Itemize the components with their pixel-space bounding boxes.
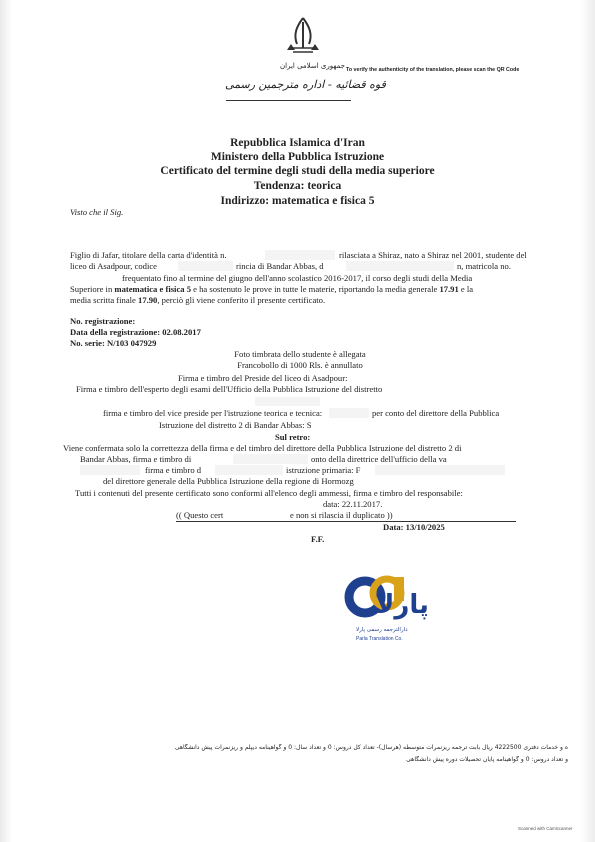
registration-serial: No. serie: N/103 047929 (70, 338, 157, 348)
redaction (375, 465, 505, 475)
retro-line-7b: e non si rilascia il duplicato )) (290, 510, 393, 520)
redaction (346, 261, 454, 271)
retro-heading: Sul retro: (275, 432, 311, 442)
note-preside: Firma e timbro del Preside del liceo di Asadpour: (178, 373, 348, 383)
body-line-2a: liceo di Asadpour, codice (70, 261, 157, 271)
retro-line-3a: firma e timbro d (145, 465, 202, 475)
redaction (178, 261, 233, 271)
redaction (255, 397, 320, 406)
redaction (329, 408, 369, 418)
body-line-1a: Figlio di Jafar, titolare della carta d'identità n. (70, 250, 227, 260)
logo-en: Parla Translation Co. (356, 636, 403, 642)
retro-line-2a: Bandar Abbas, firma e timbro di (80, 454, 192, 464)
retro-line-2b: onto della direttrice dell'ufficio della va (311, 454, 447, 464)
logo-fa: پارلا (375, 590, 429, 620)
body-line-4: Superiore in matematica e fisica 5 e ha sostenuto le prove in tutte le materie, riportando la media generale 17.91 e la (70, 284, 474, 294)
translation-date: Data: 13/10/2025 (383, 522, 445, 532)
scanner-watermark: Scanned with CamScanner (518, 826, 573, 831)
redaction (80, 465, 140, 475)
republic-fa: جمهوری اسلامی ایران (280, 62, 345, 70)
retro-line-5: Tutti i contenuti del presente certificato sono conformi all'elenco degli ammessi, firma e timbro del responsabile: (75, 488, 463, 498)
note-stamp: Francobollo di 1000 Rls. è annullato (237, 360, 363, 370)
registration-date: Data della registrazione: 02.08.2017 (70, 327, 201, 337)
note-photo: Foto timbrata dello studente è allegata (234, 349, 366, 359)
registration-no: No. registrazione: (70, 316, 136, 326)
ff-label: F.F. (311, 534, 325, 544)
note-istruzione: Istruzione del distretto 2 di Bandar Abbas: S (159, 420, 312, 430)
note-esperto: Firma e timbro dell'esperto degli esami dell'Ufficio della Pubblica Istruzione del distretto (76, 384, 383, 394)
footer-fa-line-2: و تعداد دروس: 0 و گواهینامه پایان تحصیلات دوره پیش دانشگاهی (406, 756, 568, 763)
title-line-2: Ministero della Pubblica Istruzione (210, 151, 385, 163)
judiciary-fa: قوه قضائیه - اداره مترجمین رسمی (225, 78, 386, 91)
title-line-1: Repubblica Islamica d'Iran (230, 137, 365, 149)
qr-note: To verify the authenticity of the translation, please scan the QR Code (346, 67, 520, 73)
redaction (233, 454, 308, 464)
body-line-2b: rincia di Bandar Abbas, d (236, 261, 324, 271)
redaction (215, 465, 283, 475)
retro-line-7a: (( Questo cert (176, 510, 224, 520)
retro-line-3b: istruzione primaria: F (286, 465, 361, 475)
signature-rule (176, 521, 516, 522)
body-line-1b: rilasciata a Shiraz, nato a Shiraz nel 2001, studente del (339, 250, 527, 260)
logo-sub-fa: دارالترجمه رسمی پارلا (356, 627, 408, 633)
note-vicepreside: firma e timbro del vice preside per l'istruzione teorica e tecnica: (103, 408, 323, 418)
retro-line-4: del direttore generale della Pubblica Istruzione della regione di Hormozg (103, 476, 354, 486)
retro-line-6: data: 22.11.2017. (323, 499, 383, 509)
title-line-5: Indirizzo: matematica e fisica 5 (220, 195, 375, 207)
redaction (265, 250, 335, 260)
header-rule (226, 100, 351, 101)
footer-fa-line-1: ه و خدمات دفتری 4222500 ریال بابت ترجمه ریزنمرات متوسطه (هرسال)- تعداد کل دروس: 0 و تعداد سال: 0 و گواهینامه دیپلم و ریزنمرات پیش دانشگاهی (174, 744, 568, 751)
title-line-4: Tendenza: teorica (253, 180, 342, 192)
visto-line: Visto che il Sig. (70, 207, 124, 217)
note-per-conto: per conto del direttore della Pubblica (372, 408, 500, 418)
title-line-3: Certificato del termine degli studi della media superiore (160, 165, 435, 177)
body-line-2c: n, matricola no. (457, 261, 511, 271)
body-line-3: frequentato fino al termine del giugno dell'anno scolastico 2016-2017, il corso degli studi della Media (122, 273, 473, 283)
retro-line-1: Viene confermata solo la correttezza della firma e del timbro del direttore della Pubblica Istruzione del distretto 2 di (63, 443, 462, 453)
body-line-5: media scritta finale 17.90, perciò gli viene conferito il presente certificato. (70, 295, 326, 305)
iran-emblem-icon (283, 14, 323, 60)
